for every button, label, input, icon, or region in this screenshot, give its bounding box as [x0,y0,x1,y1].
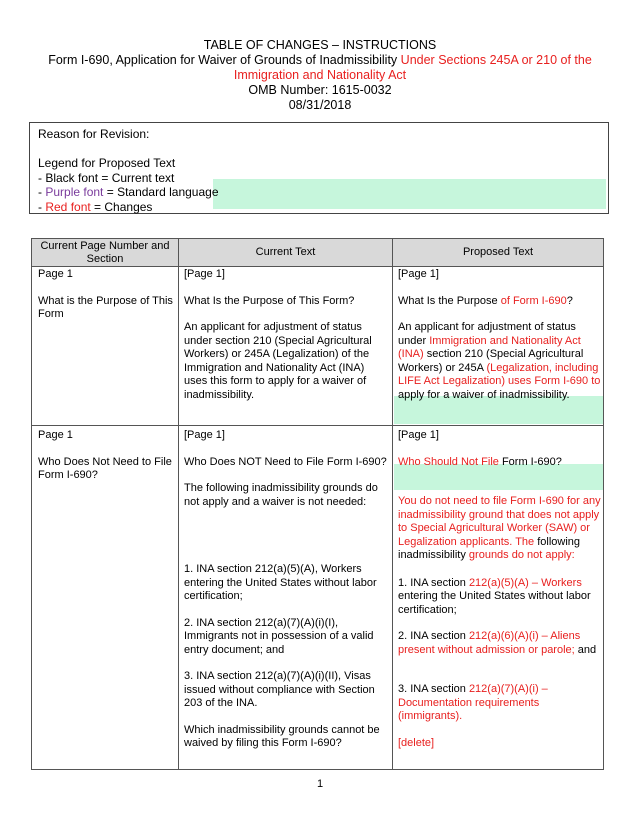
page-number: 1 [316,778,324,790]
row1-proposed-text: [Page 1] What Is the Purpose of Form I-690? An applicant for adjustment of status under Immigration and Nationality Act (INA) section 210 (Special Agricultural Workers) or 245A (Legalization, including LIFE Act Legalization) uses Form I-690 to apply for a waiver of inadmissibility. [398,268,601,401]
row2-proposed-text: [Page 1] Who Should Not File Form I-690? You do not need to file Form I-690 for any inadmissibility ground that does not apply to Special Agricultural Worker (SAW) or Legalization applicants. The following inadmissibility grounds do not apply: 1. INA section 212(a)(5)(A) – Workers entering the United States without labor certification; 2. INA section 212(a)(6)(A)(i) – Aliens present without admission or parole; and 3. INA section 212(a)(7)(A)(i) – Documentation requirements (immigrants). [delete] [398,429,601,749]
document-header [30,38,610,113]
reason-label: Reason for Revision: [38,127,150,141]
form-line-red: Under Sections 245A or 210 of the Immigration and Nationality Act [233,53,592,82]
document-title: TABLE OF CHANGES – INSTRUCTIONS [203,38,437,52]
table-row [38,268,174,322]
column-header-proposed: Proposed Text [462,246,534,258]
table-row [38,429,174,483]
row1-page: Page 1 [38,268,73,280]
delete-marker: [delete] [398,736,435,749]
column-header-section: Current Page Number and Section [40,239,170,265]
changes-table [31,238,604,770]
legend-title: Legend for Proposed Text [38,156,176,170]
row1-section: What is the Purpose of This Form [38,294,173,320]
column-header-current: Current Text [255,246,316,258]
document-date: 08/31/2018 [288,98,352,112]
legend-red: - Red font = Changes [38,199,153,214]
row2-section: Who Does Not Need to File Form I-690? [38,455,172,481]
row2-current-text: [Page 1] Who Does NOT Need to File Form I-690? The following inadmissibility grounds do not apply and a waiver is not needed: 1. INA section 212(a)(5)(A), Workers entering the United States without labor certification; 2. INA section 212(a)(7)(A)(i)(I), Immigrants not in possession of a valid entry document; and 3. INA section 212(a)(7)(A)(i)(II), Visas issued without compliance with Section 203 of the INA. Which inadmissibility grounds cannot be waived by filing this Form I-690? [184,429,387,749]
omb-number: OMB Number: 1615-0032 [248,83,392,97]
row2-page: Page 1 [38,429,73,441]
form-line [30,53,610,83]
reason-for-revision-box [29,122,609,214]
legend-purple: - Purple font = Standard language [38,185,219,199]
legend [38,156,219,214]
row1-current-text: [Page 1] What Is the Purpose of This Form? An applicant for adjustment of status under section 210 (Special Agricultural Workers) or 245A (Legalization) of the Immigration and Nationality Act (INA) uses this form to apply for a waiver of inadmissibility. [184,268,372,401]
legend-black: - Black font = Current text [38,170,175,185]
form-line-black: Form I-690, Application for Waiver of Grounds of Inadmissibility [48,53,401,67]
green-highlight [213,179,606,209]
